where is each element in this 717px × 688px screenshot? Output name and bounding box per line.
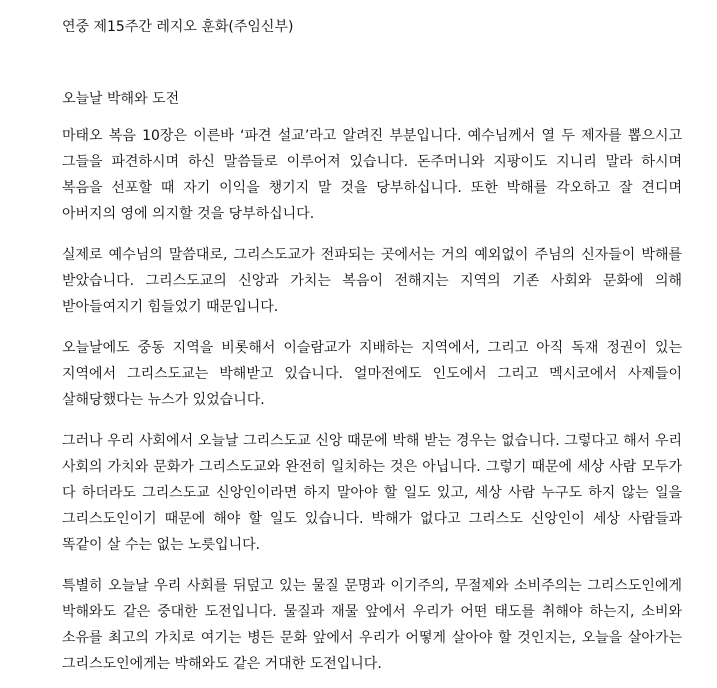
document-heading: 오늘날 박해와 도전 (62, 91, 180, 107)
paragraph-2: 실제로 예수님의 말씀대로, 그리스도교가 전파되는 곳에서는 거의 예외없이 주님의 신자들이 박해를 받았습니다. 그리스도교의 신앙과 가치는 복음이 전해지는 지역의 기존 사회와 문화에 의해 받아들여지기 힘들었기 때문입니다. (62, 247, 682, 315)
document-title: 연중 제15주간 레지오 훈화(주임신부) (62, 19, 294, 35)
paragraph-3: 오늘날에도 중동 지역을 비롯해서 이슬람교가 지배하는 지역에서, 그리고 아직 독재 정권이 있는 지역에서 그리스도교는 박해받고 있습니다. 얼마전에도 인도에서 그리고 멕시코에서 사제들이 살해당했다는 뉴스가 있었습니다. (62, 340, 682, 408)
paragraph-4: 그러나 우리 사회에서 오늘날 그리스도교 신앙 때문에 박해 받는 경우는 없습니다. 그렇다고 해서 우리 사회의 가치와 문화가 그리스도교와 완전히 일치하는 것은 아닙니다. 그렇기 때문에 세상 사람 모두가 다 하더라도 그리스도교 신앙인이라면 하지 말아야 할 일도 있고, 세상 사람 누구도 하지 않는 일을 그리스도인이기 때문에 해야 할 일도 있습니다. 박해가 없다고 그리스도 신앙인이 세상 사람들과 똑같이 살 수는 없는 노릇입니다. (62, 433, 682, 553)
paragraph-1: 마태오 복음 10장은 이른바 ‘파견 설교’라고 알려진 부분입니다. 예수님께서 열 두 제자를 뽑으시고 그들을 파견하시며 하신 말씀들로 이루어져 있습니다. 돈주머니와 지팡이도 지니리 말라 하시며 복음을 선포할 때 자기 이익을 챙기지 말 것을 당부하십니다. 또한 박해를 각오하고 잘 견디며 아버지의 영에 의지할 것을 당부하십니다. (62, 128, 682, 222)
paragraph-5: 특별히 오늘날 우리 사회를 뒤덮고 있는 물질 문명과 이기주의, 무절제와 소비주의는 그리스도인에게 박해와도 같은 중대한 도전입니다. 물질과 재물 앞에서 우리가 어떤 태도를 취해야 하는지, 소비와 소유를 최고의 가치로 여기는 병든 문화 앞에서 우리가 어떻게 살아야 할 것인지는, 오늘을 살아가는 그리스도인에게는 박해와도 같은 거대한 도전입니다. (62, 578, 682, 672)
